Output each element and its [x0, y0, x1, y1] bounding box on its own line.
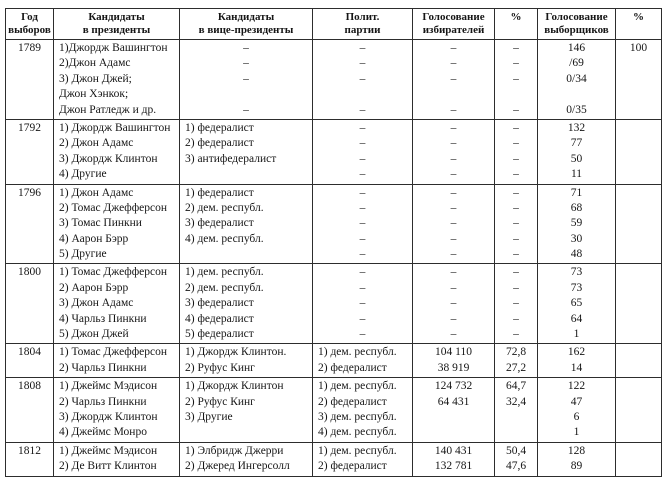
col-header-line: выборов — [8, 23, 51, 36]
cell-popular_pct — [495, 40, 538, 120]
electoral_vote-line: 132 — [567, 121, 586, 134]
popular_pct-line: – — [513, 121, 519, 134]
popular_pct-line: – — [513, 217, 519, 230]
cell-party — [313, 378, 413, 443]
vice_president-line: – — [243, 72, 249, 85]
cell-president — [54, 184, 180, 264]
year-value: 1804 — [18, 346, 41, 359]
electoral_pct-line — [616, 167, 661, 182]
president-line: 1) Джеймс Мэдисон — [59, 444, 158, 457]
cell-electoral_pct — [616, 442, 662, 476]
popular_pct-line: 72,8 — [505, 346, 527, 359]
col-header-line: % — [633, 11, 644, 23]
vice_president-line: 5) федералист — [185, 328, 254, 341]
cell-year — [6, 184, 54, 264]
popular_pct-line: 27,2 — [505, 361, 527, 374]
party-line: 2) федералист — [318, 361, 387, 374]
col-header-line: в президенты — [82, 23, 151, 36]
electoral_vote-line: 50 — [570, 152, 583, 165]
col-header-electoral_pct — [616, 9, 662, 40]
president-line: 2) Чарльз Пинкни — [59, 395, 147, 408]
cell-president — [54, 344, 180, 378]
electoral_vote-line: 48 — [570, 248, 583, 261]
electoral_pct-line — [616, 186, 661, 201]
electoral_pct-line — [616, 345, 661, 360]
party-line: – — [359, 232, 366, 245]
electoral_pct-line — [616, 459, 661, 474]
party-line: 1) дем. республ. — [318, 380, 397, 393]
year-value: 1800 — [18, 266, 41, 279]
cell-popular_vote — [413, 184, 495, 264]
vice_president-line: – — [243, 42, 249, 54]
popular_pct-line: – — [513, 42, 519, 54]
popular_pct-line: – — [513, 201, 519, 214]
party-line: – — [359, 328, 366, 341]
popular_vote-line: – — [450, 248, 457, 261]
electoral_vote-line: 1 — [573, 328, 580, 341]
party-line: – — [359, 152, 366, 165]
electoral_pct-line — [616, 296, 661, 311]
party-line: – — [359, 168, 366, 181]
party-line: 2) федералист — [318, 460, 387, 473]
vice_president-line: 3) антифедералист — [185, 152, 277, 165]
popular_vote-line: – — [450, 137, 457, 150]
cell-electoral_pct — [616, 40, 662, 120]
table-row-1800 — [6, 264, 662, 344]
party-line: – — [359, 103, 366, 116]
party-line: – — [359, 312, 366, 325]
popular_pct-line — [495, 87, 537, 102]
vice_president-line: 2) дем. республ. — [185, 281, 264, 294]
electoral_vote-line: 71 — [570, 186, 583, 199]
popular_vote-line: 104 110 — [435, 346, 472, 359]
vice_president-line: 3) федералист — [185, 217, 254, 230]
popular_vote-line: 38 919 — [437, 361, 470, 374]
popular_pct-line: – — [513, 57, 519, 70]
cell-party — [313, 264, 413, 344]
president-line: 4) Чарльз Пинкни — [59, 312, 147, 325]
cell-vice_president — [180, 378, 313, 443]
col-header-line: избирателей — [422, 23, 485, 36]
party-line: – — [359, 186, 366, 199]
cell-party — [313, 442, 413, 476]
cell-vice_president — [180, 40, 313, 120]
year-value: 1812 — [18, 444, 41, 457]
vice_president-line: 2) дем. республ. — [185, 201, 264, 214]
popular_pct-line: – — [513, 266, 519, 279]
cell-popular_pct — [495, 378, 538, 443]
cell-electoral_vote — [538, 119, 616, 184]
cell-vice_president — [180, 119, 313, 184]
vice_president-line: 1) Элбридж Джерри — [185, 444, 284, 457]
vice_president-line: 4) дем. республ. — [185, 232, 264, 245]
electoral_vote-line: 89 — [570, 460, 583, 473]
electoral_pct-line — [616, 152, 661, 167]
president-line: 1) Джон Адамс — [59, 186, 134, 199]
col-header-line: Кандидаты — [88, 11, 145, 23]
popular_vote-line: – — [450, 312, 457, 325]
cell-popular_vote — [413, 119, 495, 184]
popular_vote-line: – — [450, 168, 457, 181]
vice_president-line: 2) Руфус Кинг — [185, 395, 255, 408]
electoral_pct-line — [616, 201, 661, 216]
electoral_vote-line: 11 — [570, 168, 583, 181]
popular_pct-line: – — [513, 328, 519, 341]
popular_vote-line: – — [450, 232, 457, 245]
vice_president-line: 1) дем. республ. — [185, 266, 264, 279]
year-value: 1808 — [18, 380, 41, 393]
cell-vice_president — [180, 442, 313, 476]
col-header-line: в вице-президенты — [198, 23, 294, 36]
president-line: 1) Джордж Вашингтон — [59, 121, 171, 134]
vice_president-line: 2) федералист — [185, 137, 254, 150]
electoral_pct-line — [616, 56, 661, 71]
popular_vote-line: – — [450, 152, 457, 165]
col-header-line: Голосование — [545, 11, 608, 23]
vice_president-line: 2) Руфус Кинг — [185, 361, 255, 374]
cell-electoral_vote — [538, 184, 616, 264]
popular_vote-line: 124 732 — [434, 380, 473, 393]
electoral_vote-line: /69 — [569, 57, 584, 70]
table-row-1792 — [6, 119, 662, 184]
table-header — [6, 9, 662, 40]
electoral_pct-line — [616, 425, 661, 440]
cell-popular_vote — [413, 378, 495, 443]
president-line: 3) Джордж Клинтон — [59, 410, 158, 423]
party-line: – — [359, 121, 366, 134]
electoral_vote-line — [538, 87, 615, 102]
popular_pct-line: – — [513, 232, 519, 245]
electoral_pct-line — [616, 281, 661, 296]
electoral_vote-line: 0/35 — [566, 103, 587, 116]
electoral_vote-line: 1 — [573, 426, 580, 439]
election-results-table — [5, 8, 662, 477]
popular_vote-line: – — [450, 201, 457, 214]
electoral_pct-line — [616, 410, 661, 425]
electoral_vote-line: 59 — [570, 217, 583, 230]
col-header-line: Голосование — [422, 11, 485, 23]
electoral_pct-line: 100 — [629, 42, 648, 54]
electoral_pct-line — [616, 265, 661, 280]
col-header-electoral_vote — [538, 9, 616, 40]
col-header-line: % — [510, 11, 522, 23]
vice_president-line: 1) федералист — [185, 186, 254, 199]
president-line: 4) Джеймс Монро — [59, 426, 147, 439]
president-line: 3) Джон Адамс — [59, 297, 134, 310]
cell-popular_vote — [413, 344, 495, 378]
popular_vote-line: 64 431 — [437, 395, 470, 408]
party-line: – — [359, 266, 366, 279]
electoral_vote-line: 0/34 — [566, 72, 587, 85]
president-line: Джон Ратледж и др. — [59, 103, 157, 116]
cell-year — [6, 264, 54, 344]
cell-party — [313, 184, 413, 264]
popular_vote-line: – — [450, 217, 457, 230]
cell-president — [54, 40, 180, 120]
year-value: 1789 — [18, 42, 41, 54]
popular_pct-line: 50,4 — [505, 444, 527, 457]
president-line: 2) Де Витт Клинтон — [59, 460, 157, 473]
president-line: 2) Чарльз Пинкни — [59, 361, 147, 374]
electoral_pct-line — [616, 216, 661, 231]
cell-year — [6, 344, 54, 378]
popular_vote-line: – — [450, 266, 457, 279]
col-header-popular_pct — [495, 9, 538, 40]
electoral_vote-line: 122 — [567, 380, 586, 393]
cell-popular_pct — [495, 344, 538, 378]
electoral_vote-line: 128 — [567, 444, 586, 457]
party-line: 1) дем. республ. — [318, 346, 397, 359]
cell-popular_vote — [413, 40, 495, 120]
popular_vote-line: – — [450, 328, 457, 341]
vice_president-line: 3) Другие — [185, 410, 233, 423]
electoral_pct-line — [616, 312, 661, 327]
cell-year — [6, 378, 54, 443]
electoral_vote-line: 30 — [570, 232, 583, 245]
vice_president-line: 3) федералист — [185, 297, 254, 310]
party-line: – — [359, 248, 366, 261]
electoral_vote-line: 162 — [567, 346, 586, 359]
electoral_pct-line — [616, 361, 661, 376]
party-line: 3) дем. республ. — [318, 410, 397, 423]
popular_vote-line: – — [450, 72, 457, 85]
col-header-president — [54, 9, 180, 40]
vice_president-line: 1) Джордж Клинтон — [185, 380, 284, 393]
electoral_pct-line — [616, 121, 661, 136]
electoral_vote-line: 47 — [570, 395, 583, 408]
electoral_vote-line: 65 — [570, 297, 583, 310]
cell-president — [54, 442, 180, 476]
cell-party — [313, 344, 413, 378]
electoral_vote-line: 64 — [570, 312, 583, 325]
cell-party — [313, 40, 413, 120]
cell-year — [6, 119, 54, 184]
electoral_vote-line: 73 — [570, 281, 583, 294]
cell-vice_president — [180, 184, 313, 264]
cell-electoral_pct — [616, 378, 662, 443]
president-line: 2)Джон Адамс — [59, 57, 131, 70]
electoral_vote-line: 68 — [570, 201, 583, 214]
vice_president-line: 1) Джордж Клинтон. — [185, 346, 287, 359]
party-line: – — [359, 72, 366, 85]
cell-year — [6, 40, 54, 120]
cell-electoral_pct — [616, 184, 662, 264]
president-line: 5) Джон Джей — [59, 328, 129, 341]
cell-party — [313, 119, 413, 184]
popular_pct-line — [495, 410, 537, 425]
president-line: 5) Другие — [59, 248, 107, 261]
cell-electoral_vote — [538, 40, 616, 120]
popular_pct-line: – — [513, 248, 519, 261]
electoral_pct-line — [616, 103, 661, 118]
col-header-party — [313, 9, 413, 40]
cell-electoral_vote — [538, 264, 616, 344]
president-line: 3) Джордж Клинтон — [59, 152, 158, 165]
party-line: 4) дем. республ. — [318, 426, 397, 439]
popular_vote-line: – — [450, 186, 457, 199]
cell-electoral_pct — [616, 344, 662, 378]
popular_pct-line: 32,4 — [505, 395, 527, 408]
electoral_pct-line — [616, 247, 661, 262]
col-header-line: партии — [344, 23, 381, 36]
party-line: – — [359, 42, 366, 54]
president-line: 1) Томас Джефферсон — [59, 346, 168, 359]
col-header-vice_president — [180, 9, 313, 40]
col-header-line: Кандидаты — [217, 11, 275, 23]
table-row-1789 — [6, 40, 662, 120]
popular_vote-line — [413, 410, 494, 425]
cell-popular_pct — [495, 442, 538, 476]
president-line: 2) Аарон Бэрр — [59, 281, 129, 294]
electoral_vote-line: 6 — [573, 410, 580, 423]
popular_vote-line — [413, 425, 494, 440]
col-header-line: выборщиков — [544, 23, 609, 36]
electoral_pct-line — [616, 379, 661, 394]
popular_vote-line: – — [450, 42, 457, 54]
vice_president-line — [180, 167, 312, 182]
col-header-popular_vote — [413, 9, 495, 40]
electoral_pct-line — [616, 395, 661, 410]
cell-popular_pct — [495, 119, 538, 184]
cell-popular_pct — [495, 264, 538, 344]
president-line: 1)Джордж Вашингтон — [59, 42, 168, 54]
popular_pct-line: – — [513, 137, 519, 150]
president-line: 2) Джон Адамс — [59, 137, 134, 150]
cell-popular_vote — [413, 264, 495, 344]
president-line: 1) Джеймс Мэдисон — [59, 380, 158, 393]
popular_pct-line: – — [513, 168, 519, 181]
table-body — [6, 40, 662, 477]
popular_vote-line: – — [450, 281, 457, 294]
popular_pct-line: – — [513, 281, 519, 294]
cell-president — [54, 264, 180, 344]
vice_president-line: – — [243, 57, 249, 70]
president-line: 3) Джон Джей; — [59, 72, 132, 85]
popular_pct-line: – — [513, 186, 519, 199]
cell-electoral_pct — [616, 264, 662, 344]
party-line: 1) дем. республ. — [318, 444, 397, 457]
electoral_vote-line: 77 — [570, 137, 583, 150]
popular_vote-line: – — [450, 103, 457, 116]
president-line: 2) Томас Джефферсон — [59, 201, 168, 214]
party-line: – — [359, 57, 366, 70]
popular_vote-line: 132 781 — [434, 460, 473, 473]
table-row-1808 — [6, 378, 662, 443]
president-line: 3) Томас Пинкни — [59, 217, 142, 230]
president-line: Джон Хэнкок; — [59, 88, 129, 101]
vice_president-line: 4) федералист — [185, 312, 254, 325]
electoral_pct-line — [616, 232, 661, 247]
president-line: 4) Другие — [59, 168, 107, 181]
popular_pct-line: 47,6 — [505, 460, 527, 473]
party-line: 2) федералист — [318, 395, 387, 408]
vice_president-line — [180, 87, 312, 102]
electoral_vote-line: 146 — [567, 42, 586, 54]
cell-year — [6, 442, 54, 476]
popular_vote-line: – — [450, 121, 457, 134]
popular_pct-line: – — [513, 72, 519, 85]
popular_vote-line: – — [450, 57, 457, 70]
popular_pct-line: – — [513, 312, 519, 325]
party-line: – — [359, 217, 366, 230]
vice_president-line: – — [243, 103, 249, 116]
year-value: 1796 — [18, 186, 41, 199]
year-value: 1792 — [18, 121, 41, 134]
vice_president-line — [180, 247, 312, 262]
header-row — [6, 9, 662, 40]
col-header-line: Год — [21, 11, 38, 23]
electoral_pct-line — [616, 136, 661, 151]
party-line: – — [359, 201, 366, 214]
cell-electoral_vote — [538, 442, 616, 476]
popular_vote-line: – — [450, 297, 457, 310]
popular_pct-line — [495, 425, 537, 440]
vice_president-line: 1) федералист — [185, 121, 254, 134]
popular_pct-line: – — [513, 152, 519, 165]
party-line — [313, 87, 412, 102]
table-row-1796 — [6, 184, 662, 264]
president-line: 4) Аарон Бэрр — [59, 232, 129, 245]
vice_president-line — [180, 425, 312, 440]
cell-vice_president — [180, 264, 313, 344]
col-header-year — [6, 9, 54, 40]
popular_pct-line: – — [513, 297, 519, 310]
cell-vice_president — [180, 344, 313, 378]
electoral_vote-line: 14 — [570, 361, 583, 374]
cell-electoral_vote — [538, 344, 616, 378]
cell-president — [54, 378, 180, 443]
col-header-line: Полит. — [345, 11, 380, 23]
cell-popular_vote — [413, 442, 495, 476]
cell-popular_pct — [495, 184, 538, 264]
party-line: – — [359, 297, 366, 310]
party-line: – — [359, 281, 366, 294]
cell-president — [54, 119, 180, 184]
popular_vote-line — [413, 87, 494, 102]
popular_pct-line: 64,7 — [505, 380, 527, 393]
electoral_vote-line: 73 — [570, 266, 583, 279]
electoral_pct-line — [616, 327, 661, 342]
electoral_pct-line — [616, 87, 661, 102]
table-row-1812 — [6, 442, 662, 476]
cell-electoral_vote — [538, 378, 616, 443]
party-line: – — [359, 137, 366, 150]
electoral_pct-line — [616, 72, 661, 87]
table-row-1804 — [6, 344, 662, 378]
vice_president-line: 2) Джеред Ингерсолл — [185, 460, 290, 473]
cell-electoral_pct — [616, 119, 662, 184]
popular_vote-line: 140 431 — [434, 444, 473, 457]
president-line: 1) Томас Джефферсон — [59, 266, 168, 279]
popular_pct-line: – — [513, 103, 519, 116]
